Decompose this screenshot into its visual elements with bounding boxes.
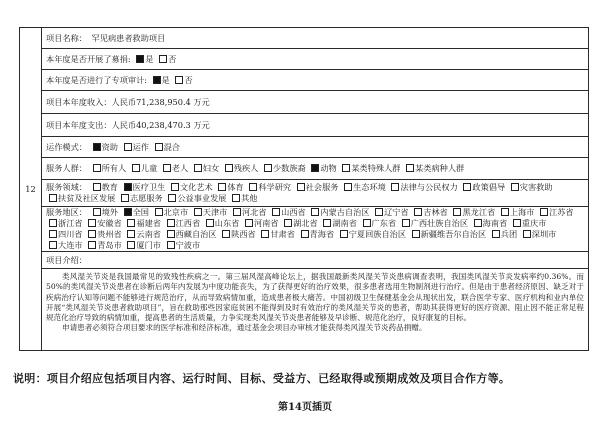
fundraising-yes-checkbox[interactable]: [136, 55, 144, 63]
area-checkbox[interactable]: [49, 241, 57, 249]
area-option-label: 广西壮族自治区: [410, 218, 469, 228]
field-option-label: 体育: [227, 182, 244, 192]
area-option-label: 全国: [132, 207, 149, 217]
field-checkbox[interactable]: [168, 194, 176, 202]
mode-option: [152, 142, 180, 152]
field-option: [508, 182, 553, 192]
mode-checkbox[interactable]: [155, 143, 163, 151]
area-option: [308, 207, 369, 217]
mode-option-label: 运作: [132, 141, 149, 152]
project-name-cell: [42, 28, 589, 49]
crowd-checkbox[interactable]: [194, 164, 202, 172]
area-option: [85, 218, 122, 228]
mode-option-label: 资助: [101, 141, 118, 152]
area-checkbox[interactable]: [222, 230, 230, 238]
area-option-label: 大连市: [58, 240, 83, 250]
area-option: [281, 218, 318, 228]
crowd-option-label: 某类病种人群: [415, 163, 465, 173]
area-option: [230, 207, 267, 217]
area-checkbox[interactable]: [402, 219, 410, 227]
audit-no-label: 否: [184, 74, 193, 85]
field-option: [168, 182, 213, 192]
field-checkbox[interactable]: [93, 183, 101, 191]
audit-no-checkbox[interactable]: [175, 76, 183, 84]
area-checkbox[interactable]: [311, 208, 319, 216]
fundraising-cell: [42, 49, 589, 70]
crowd-option: [308, 163, 336, 173]
income-cell: [42, 91, 589, 114]
area-option-label: 贵州省: [97, 229, 122, 239]
area-option: [337, 229, 406, 239]
area-options: [46, 207, 574, 250]
income-label: 项目本年度收入：: [46, 96, 112, 107]
area-cell: [42, 207, 589, 252]
area-option: [46, 229, 83, 239]
crowd-option-label: 儿童: [140, 163, 158, 173]
area-option: [46, 218, 83, 228]
crowd-option-label: 残疾人: [233, 163, 259, 173]
area-option-label: 陕西省: [231, 229, 256, 239]
area-option-label: 深圳市: [531, 229, 557, 239]
field-option: [165, 193, 226, 203]
area-option: [320, 218, 357, 228]
area-option-label: 云南省: [136, 229, 161, 239]
area-option-label: 厦门市: [136, 240, 161, 250]
area-option: [124, 229, 161, 239]
intro-paragraph-2: 申请患者必须符合项目要求的医学标准和经济标准，通过基金会项目办审核才能获得类风湿关节炎药品捐赠。: [62, 323, 427, 333]
audit-cell: [42, 70, 589, 91]
fundraising-question: 本年度是否开展了募捐:: [46, 53, 131, 64]
field-option: [460, 182, 505, 192]
area-checkbox[interactable]: [323, 219, 331, 227]
crowd-option-label: 老人: [171, 163, 189, 173]
area-option: [372, 207, 409, 217]
area-checkbox[interactable]: [523, 230, 531, 238]
area-checkbox[interactable]: [88, 230, 96, 238]
area-option: [409, 229, 487, 239]
area-checkbox[interactable]: [127, 241, 135, 249]
area-option-label: 湖南省: [332, 218, 357, 228]
area-option-label: 西藏自治区: [175, 229, 217, 239]
field-option-label: 生态环境: [353, 182, 386, 192]
crowd-option: [222, 163, 259, 173]
mode-checkbox[interactable]: [124, 143, 132, 151]
area-option-label: 河北省: [241, 207, 267, 217]
area-checkbox[interactable]: [492, 230, 500, 238]
field-checkbox[interactable]: [49, 194, 57, 202]
crowd-options: [90, 163, 465, 173]
area-checkbox[interactable]: [414, 208, 422, 216]
expense-label: 项目本年度支出：: [46, 119, 112, 130]
area-option: [90, 207, 118, 217]
area-checkbox[interactable]: [88, 219, 96, 227]
field-option-label: 政策倡导: [472, 182, 506, 192]
area-checkbox[interactable]: [167, 230, 175, 238]
mode-label: 运作模式：: [46, 141, 87, 152]
area-checkbox[interactable]: [155, 208, 163, 216]
area-option: [191, 207, 228, 217]
crowd-checkbox[interactable]: [132, 164, 140, 172]
area-option: [258, 229, 295, 239]
area-option: [537, 207, 574, 217]
crowd-option: [339, 163, 400, 173]
intro-paragraph-1: 类风湿关节炎是我国最常见的致残性疾病之一。第三届风湿高峰论坛上，据我国最新类风湿关节炎患病调查表明，我国类风湿关节炎发病率约0.36%。而50%的类风湿关节炎患者在诊断后两年内发展为中度功能丧失，为了获得更好的治疗效果，很多患者选用生物制剂进行治疗。但是由于患者经济原因、缺乏对于疾病治疗认知等问题不能够进行规范治疗，从而导致病情加重，造成患者极大痛苦。中国初级卫生保健基金会从现状出发，联合医学专家、医疗机构和业内单位开展“类风湿关节炎患者救助项目”，旨在救助那些因家庭贫困不能得到及时有效治疗的类风湿关节炎的患者，帮助其获得更好的医疗资源、阻止因不能正常足程规范化治疗导致的病情加重，提高患者的生活质量，力争实现类风湿关节炎患者能够及早诊断、规范化治疗，良好康复的目标。: [46, 272, 584, 323]
field-option: [118, 193, 163, 203]
area-checkbox[interactable]: [301, 230, 309, 238]
area-checkbox[interactable]: [194, 208, 202, 216]
field-option: [388, 182, 457, 192]
area-option: [219, 229, 256, 239]
field-option: [46, 193, 115, 203]
audit-question: 本年度是否进行了专项审计:: [46, 74, 148, 85]
field-option: [215, 182, 243, 192]
area-option-label: 青海省: [309, 229, 335, 239]
area-checkbox[interactable]: [340, 230, 348, 238]
area-option-label: 黑龙江省: [462, 207, 496, 217]
field-option: [229, 193, 257, 203]
area-option-label: 内蒙古自治区: [320, 207, 370, 217]
area-checkbox[interactable]: [375, 208, 383, 216]
area-option-label: 江西省: [175, 218, 201, 228]
area-checkbox[interactable]: [167, 219, 175, 227]
area-checkbox[interactable]: [474, 219, 482, 227]
field-checkbox[interactable]: [511, 183, 519, 191]
area-option-label: 新疆维吾尔自治区: [420, 229, 487, 239]
mode-option: [121, 142, 149, 152]
area-option: [203, 218, 240, 228]
crowd-option: [129, 163, 157, 173]
area-option-label: 河南省: [253, 218, 279, 228]
field-option-label: 法律与公民权力: [400, 182, 458, 192]
field-label: 服务领域：: [46, 182, 87, 192]
crowd-checkbox[interactable]: [264, 164, 272, 172]
area-checkbox[interactable]: [540, 208, 548, 216]
field-option-label: 灾害救助: [519, 182, 553, 192]
area-option: [121, 207, 149, 217]
area-option: [164, 240, 201, 250]
crowd-option-label: 动物: [320, 163, 337, 173]
area-option-label: 广东省: [371, 218, 397, 228]
area-option-label: 四川省: [58, 229, 83, 239]
field-checkbox[interactable]: [232, 194, 240, 202]
field-option: [341, 182, 386, 192]
crowd-option-label: 所有人: [101, 163, 127, 173]
area-option: [164, 229, 217, 239]
intro-label: 项目介绍：: [46, 254, 87, 265]
area-option-label: 福建省: [136, 218, 161, 228]
area-option: [411, 207, 448, 217]
crowd-checkbox[interactable]: [406, 164, 414, 172]
area-checkbox[interactable]: [127, 219, 135, 227]
project-name-label: 项目名称：: [46, 32, 87, 43]
crowd-checkbox[interactable]: [342, 164, 350, 172]
crowd-option: [191, 163, 219, 173]
area-option: [269, 207, 306, 217]
area-option: [520, 229, 557, 239]
area-option-label: 山西省: [281, 207, 306, 217]
area-option-label: 上海市: [509, 207, 535, 217]
field-option-label: 志愿服务: [129, 193, 163, 203]
area-option-label: 海南省: [482, 218, 508, 228]
crowd-option: [160, 163, 188, 173]
area-option-label: 宁夏回族自治区: [348, 229, 407, 239]
area-option: [85, 229, 122, 239]
fundraising-yes-label: 是: [145, 53, 154, 64]
fundraising-no-checkbox[interactable]: [159, 55, 167, 63]
area-option: [471, 218, 508, 228]
field-option-label: 其他: [241, 193, 258, 203]
area-option-label: 天津市: [202, 207, 228, 217]
field-option: [90, 182, 118, 192]
field-option: [294, 182, 339, 192]
crowd-option: [90, 163, 127, 173]
project-name-value: 罕见病患者救助项目: [91, 32, 166, 43]
crowd-option: [261, 163, 306, 173]
field-checkbox[interactable]: [218, 183, 226, 191]
field-checkbox[interactable]: [171, 183, 179, 191]
field-option-label: 社会服务: [305, 182, 339, 192]
area-checkbox[interactable]: [245, 219, 253, 227]
crowd-checkbox[interactable]: [93, 164, 101, 172]
mode-option-label: 混合: [163, 141, 180, 152]
area-checkbox[interactable]: [501, 208, 509, 216]
area-option: [399, 218, 468, 228]
field-option-label: 公益事业发展: [177, 193, 227, 203]
area-option-label: 重庆市: [521, 218, 547, 228]
area-option: [46, 240, 83, 250]
field-options: [46, 182, 553, 203]
intro-label-cell: [42, 252, 589, 269]
area-option-label: 北京市: [163, 207, 189, 217]
area-checkbox[interactable]: [49, 219, 57, 227]
field-checkbox[interactable]: [463, 183, 471, 191]
area-option-label: 浙江省: [58, 218, 83, 228]
area-option: [510, 218, 547, 228]
field-option: [246, 182, 291, 192]
area-option-label: 境外: [101, 207, 118, 217]
crowd-cell: [42, 158, 589, 180]
area-checkbox[interactable]: [93, 208, 101, 216]
area-option-label: 江苏省: [549, 207, 574, 217]
area-checkbox[interactable]: [233, 208, 241, 216]
area-checkbox[interactable]: [124, 208, 132, 216]
field-option-label: 医疗卫生: [132, 182, 166, 192]
area-option: [164, 218, 201, 228]
area-option-label: 青岛市: [97, 240, 122, 250]
area-option-label: 辽宁省: [384, 207, 409, 217]
area-checkbox[interactable]: [284, 219, 292, 227]
field-checkbox[interactable]: [297, 183, 305, 191]
intro-body-cell: [42, 269, 589, 351]
area-checkbox[interactable]: [206, 219, 214, 227]
crowd-option-label: 某类特殊人群: [351, 163, 401, 173]
field-checkbox[interactable]: [249, 183, 257, 191]
area-checkbox[interactable]: [261, 230, 269, 238]
audit-yes-checkbox[interactable]: [153, 76, 161, 84]
income-value: 人民币71,238,950.4 万元: [111, 96, 210, 107]
field-checkbox[interactable]: [344, 183, 352, 191]
crowd-checkbox[interactable]: [225, 164, 233, 172]
crowd-option-label: 妇女: [202, 163, 220, 173]
expense-value: 人民币40,238,470.3 万元: [111, 119, 210, 130]
area-option: [498, 207, 535, 217]
area-option: [489, 229, 517, 239]
area-option-label: 安徽省: [97, 218, 122, 228]
mode-cell: [42, 137, 589, 158]
area-checkbox[interactable]: [49, 230, 57, 238]
footnote: 说明：项目介绍应包括项目内容、运行时间、目标、受益方、已经取得或预期成效及项目合作方等。: [13, 372, 511, 385]
area-option-label: 山东省: [214, 218, 240, 228]
area-option-label: 吉林省: [423, 207, 448, 217]
field-option: [121, 182, 166, 192]
expense-cell: [42, 114, 589, 137]
area-option-label: 湖北省: [293, 218, 318, 228]
area-option: [85, 240, 122, 250]
area-checkbox[interactable]: [513, 219, 521, 227]
page-label: 第14页插页: [278, 402, 332, 413]
area-option-label: 宁波市: [175, 240, 201, 250]
field-option-label: 文化艺术: [179, 182, 213, 192]
field-option-label: 教育: [101, 182, 118, 192]
project-table: [19, 27, 589, 351]
crowd-checkbox[interactable]: [311, 164, 319, 172]
area-option: [124, 218, 161, 228]
area-checkbox[interactable]: [453, 208, 461, 216]
area-checkbox[interactable]: [167, 241, 175, 249]
area-checkbox[interactable]: [127, 230, 135, 238]
area-option: [298, 229, 335, 239]
area-option: [242, 218, 279, 228]
fundraising-no-label: 否: [168, 53, 177, 64]
field-checkbox[interactable]: [124, 183, 132, 191]
mode-options: [90, 142, 180, 152]
area-checkbox[interactable]: [363, 219, 371, 227]
crowd-label: 服务人群：: [46, 163, 87, 173]
area-option: [152, 207, 189, 217]
crowd-option-label: 少数族裔: [272, 163, 306, 173]
audit-yes-label: 是: [161, 74, 170, 85]
field-cell: [42, 180, 589, 207]
crowd-option: [403, 163, 464, 173]
crowd-checkbox[interactable]: [163, 164, 171, 172]
area-option: [124, 240, 161, 250]
mode-option: [90, 142, 118, 152]
field-option-label: 科学研究: [258, 182, 292, 192]
area-option: [450, 207, 495, 217]
field-checkbox[interactable]: [121, 194, 129, 202]
area-option-label: 兵团: [500, 229, 518, 239]
area-checkbox[interactable]: [272, 208, 280, 216]
area-checkbox[interactable]: [412, 230, 420, 238]
field-option-label: 扶贫及社区发展: [58, 193, 116, 203]
area-label: 服务地区：: [46, 207, 87, 217]
area-checkbox[interactable]: [88, 241, 96, 249]
row-number: 12: [20, 28, 42, 351]
area-option-label: 甘肃省: [270, 229, 295, 239]
area-option: [360, 218, 397, 228]
mode-checkbox[interactable]: [93, 143, 101, 151]
field-checkbox[interactable]: [391, 183, 399, 191]
